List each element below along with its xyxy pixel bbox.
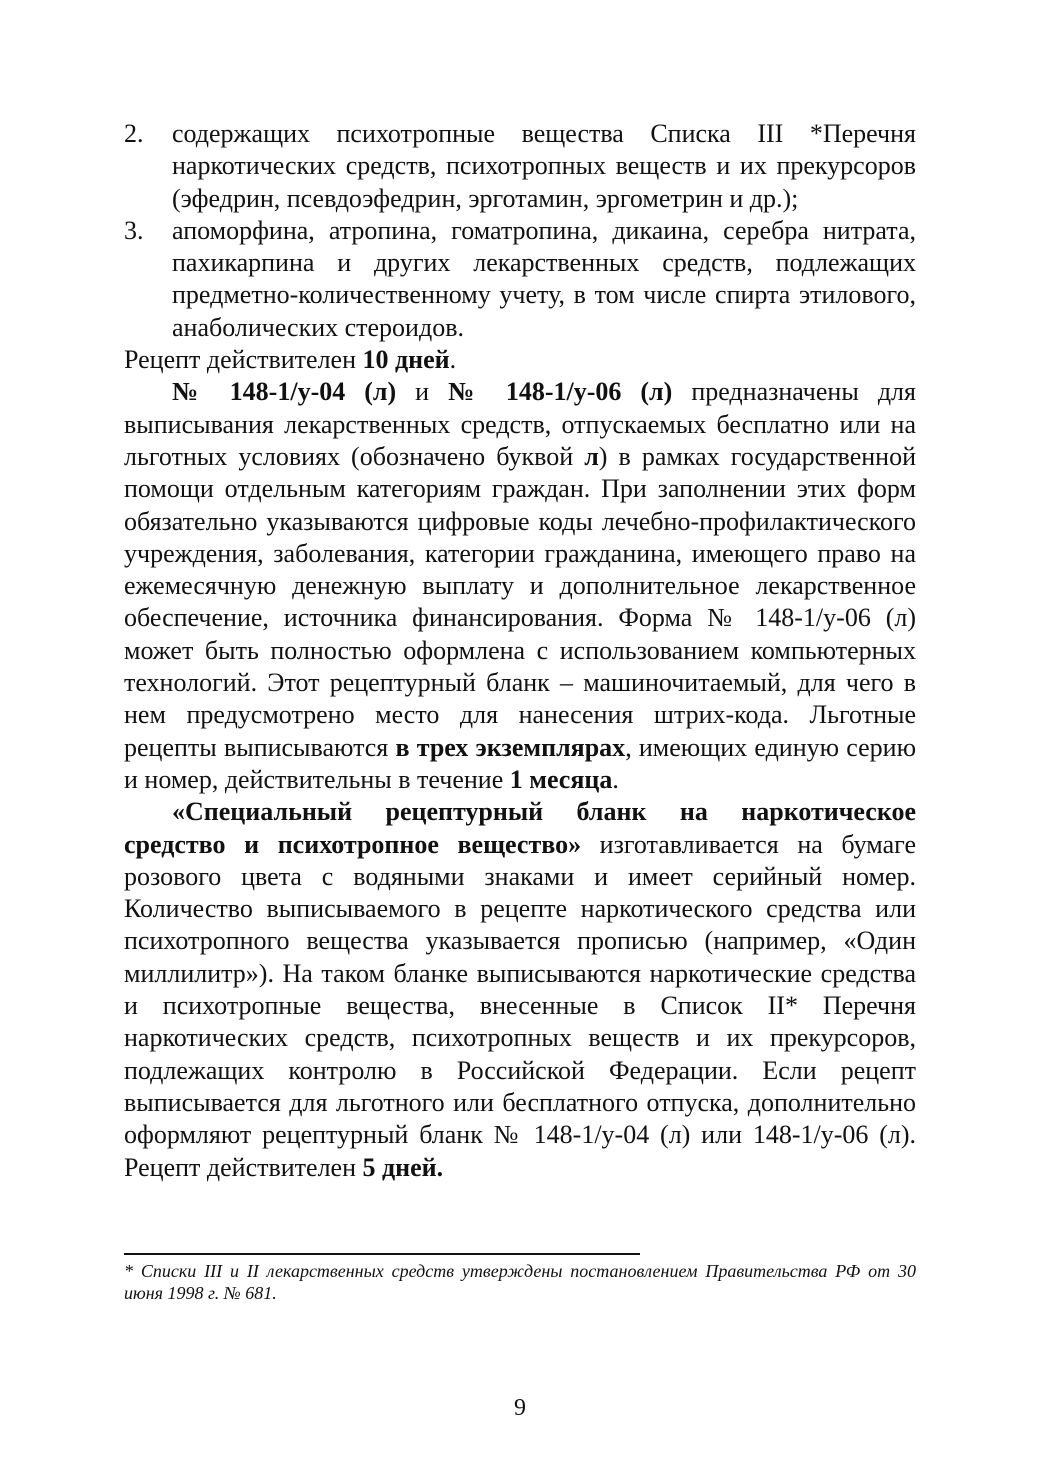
validity-term: 10 дней [362,345,450,375]
special-form-title: «Специальный рецептурный бланк на наркотическое средство и психотропное вещество» [124,797,916,859]
text-run: , имеющих единую серию и номер, действительны в течение [124,732,916,794]
one-month: 1 месяца [509,764,613,794]
page-number: 9 [514,1395,526,1421]
text-run: предназначены для выписывания лекарственных средств, отпускаемых бесплатно или на льготных условиях (обозначено буквой [124,377,916,471]
text-run: ) в рамках государственной помощи отдельным категориям граждан. При заполнении этих форм обязательно указываются цифровые коды лечебно-профилактического учреждения, заболевания, категории гражданина, имеющего право на ежемесячную денежную выплату и дополнительное лекарственное обеспечение, источника финансирования. Форма № 148-1/у-06 (л) может быть полностью оформлена с использованием компьютерных технологий. Этот рецептурный бланк – машиночитаемый, для чего в нем предусмотрено место для нанесения штрих-кода. Льготные рецепты выписываются [124,441,916,762]
text-run: и [396,377,449,407]
list-item-text: апоморфина, атропина, гоматропина, дикаина, серебра нитрата, пахикарпина и других лекарственных средств, подлежащих предметно-количественному учету, в том числе спирта этилового, анаболических стероидов. [172,215,916,342]
validity-prefix: Рецепт действителен [124,345,363,375]
numbered-list [124,118,916,344]
list-item-text: содержащих психотропные вещества Списка III *Перечня наркотических средств, психотропных веществ и их прекурсоров (эфедрин, псевдоэфедрин, эрготамин, эргометрин и др.); [172,119,916,213]
form-number-06: № 148-1/у-06 (л) [448,377,673,407]
document-page [124,118,916,1438]
validity-note [124,344,916,376]
footnote-divider [124,1253,640,1255]
letter-l: л [584,441,599,471]
list-item [124,118,916,215]
paragraph-special-form [124,796,916,1184]
list-item-number: 2. [124,119,144,148]
footnote: * Списки III и II лекарственных средств утверждены постановлением Правительства РФ от 30 июня 1998 г. № 681. [124,1261,916,1303]
three-copies: в трех экземплярах [395,732,626,762]
five-days: 5 дней. [362,1152,444,1182]
text-run: . [612,764,619,794]
list-item [124,215,916,344]
validity-suffix: . [449,345,457,375]
form-number-04: № 148-1/у-04 (л) [172,377,397,407]
paragraph-preferential-forms [124,376,916,796]
list-item-number: 3. [124,215,144,245]
body-text [124,118,916,1184]
text-run: изготавливается на бумаге розового цвета с водяными знаками и имеет серийный номер. Количество выписываемого в рецепте наркотического средства или психотропного вещества указывается прописью (например, «Один миллилитр»). На таком бланке выписываются наркотические средства и психотропные вещества, внесенные в Список II* Перечня наркотических средств, психотропных веществ и их прекурсоров, подлежащих контролю в Российской Федерации. Если рецепт выписывается для льготного или бесплатного отпуска, дополнительно оформляют рецептурный бланк № 148-1/у-04 (л) или 148-1/у-06 (л). Рецепт действителен [124,829,916,1182]
